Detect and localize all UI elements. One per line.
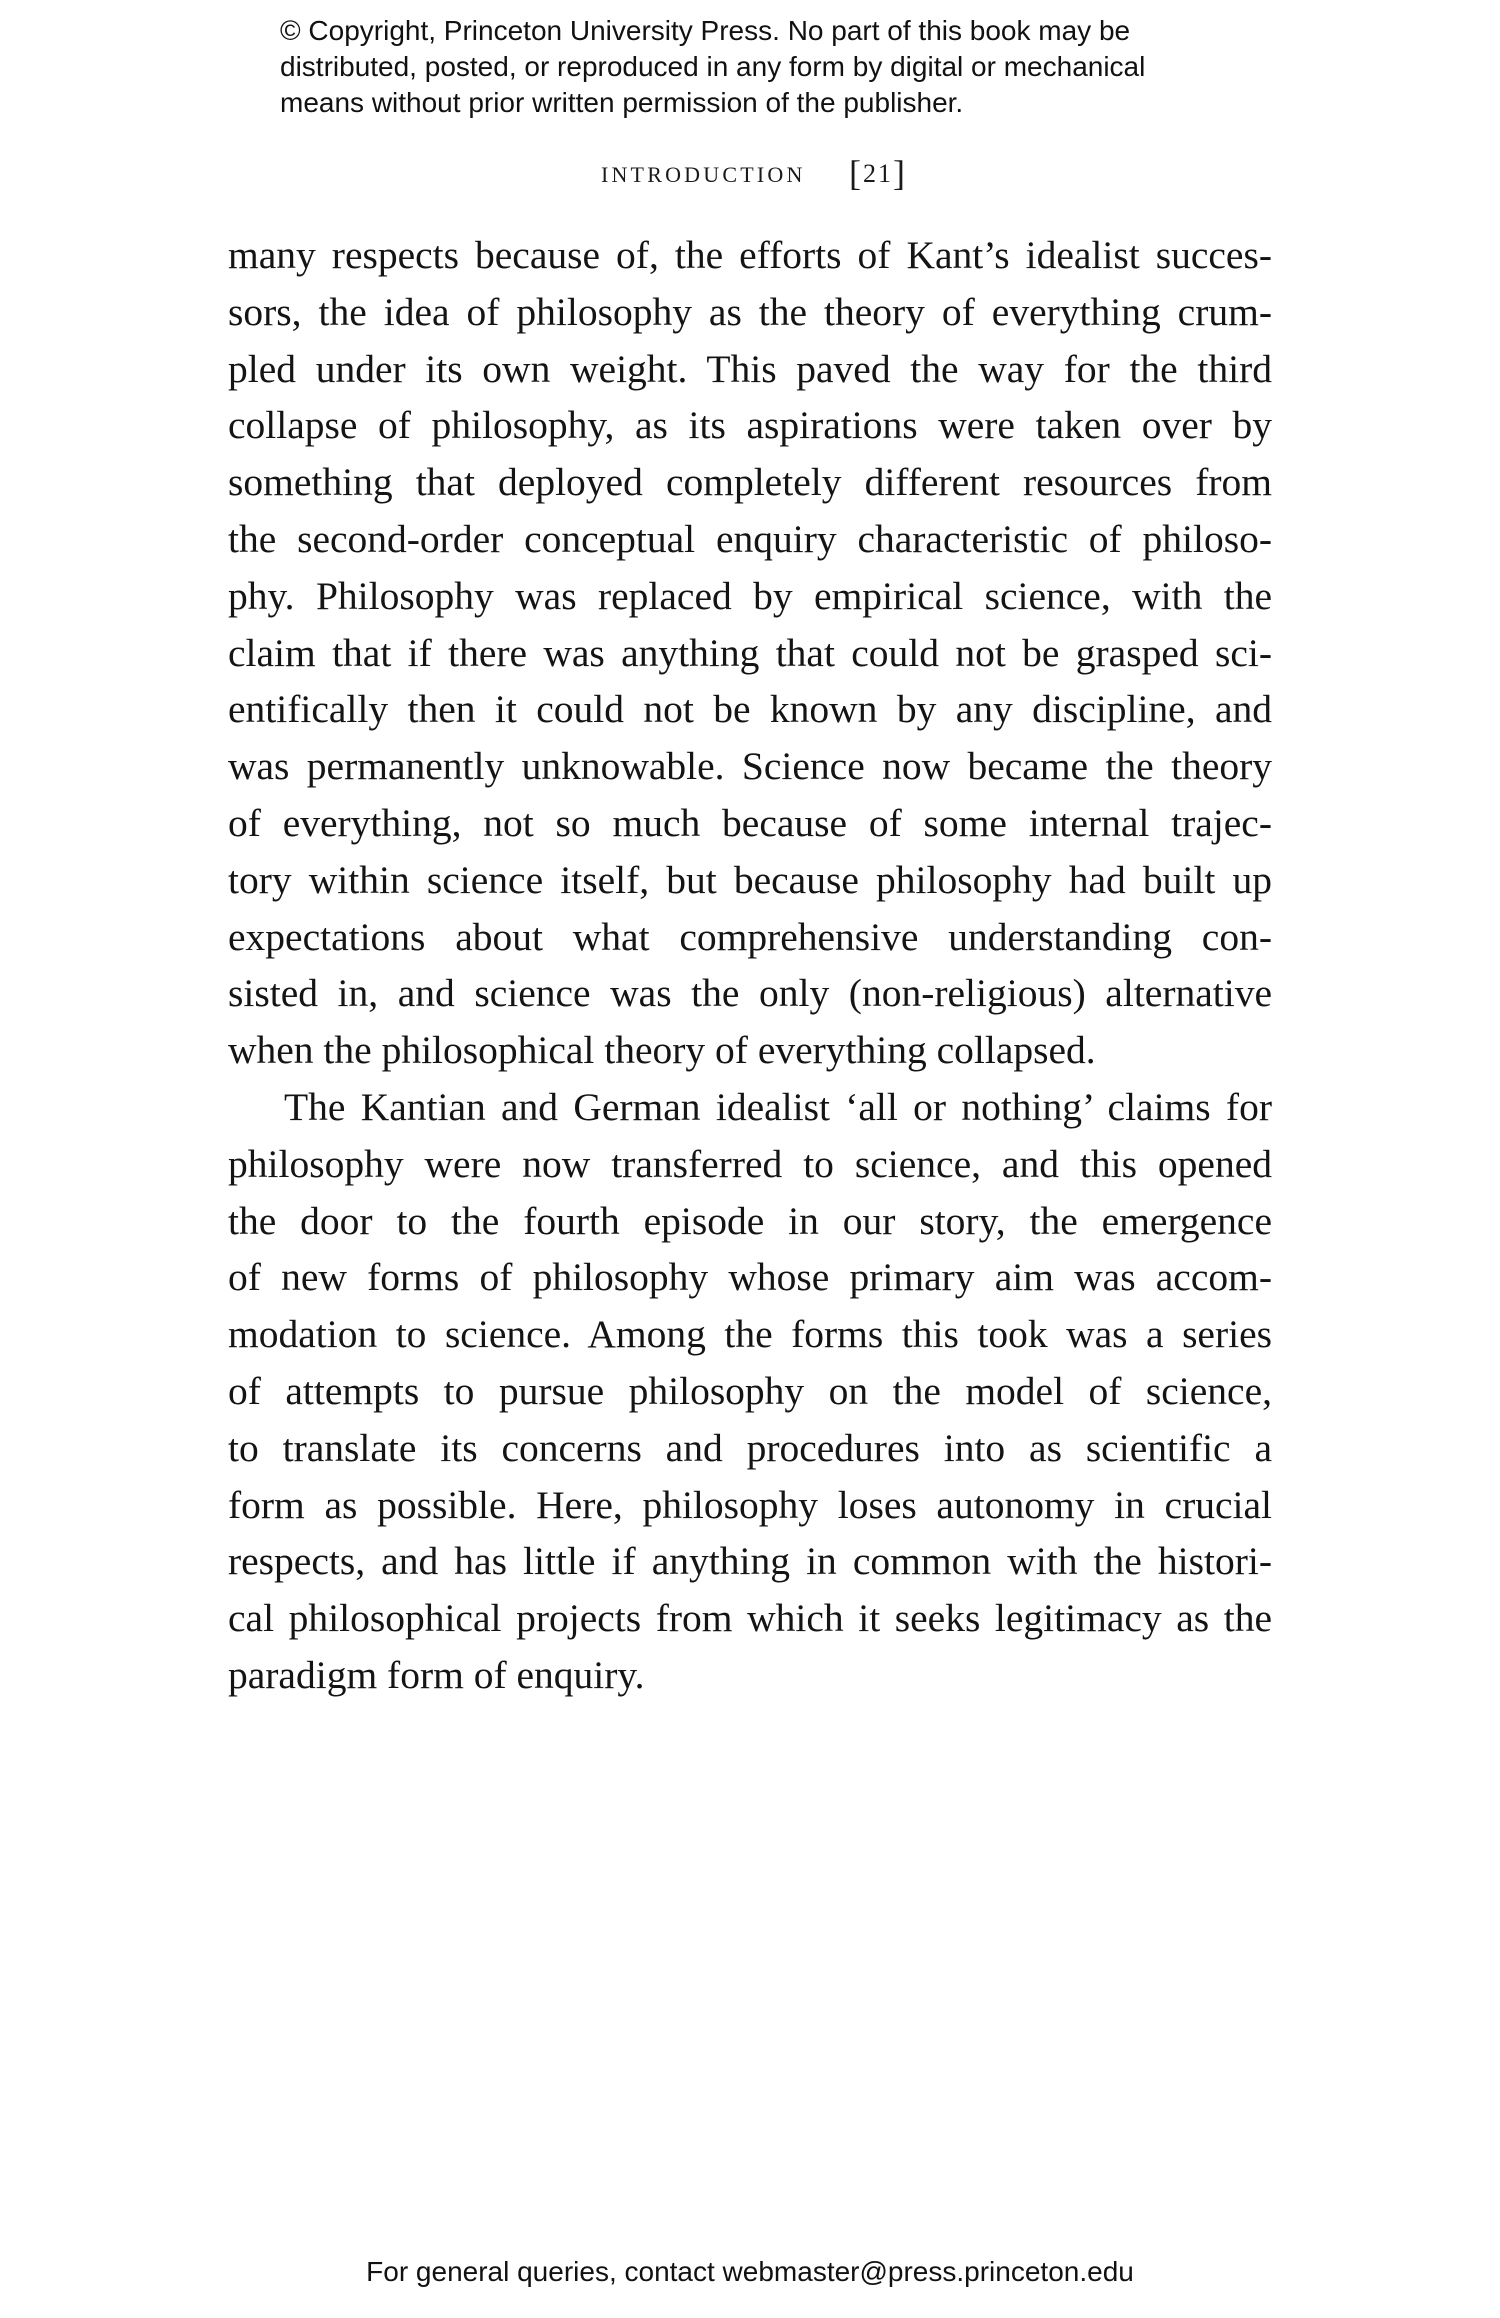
page-number — [849, 153, 908, 193]
text-line: modation to science. Among the forms this took was a series — [228, 1312, 1272, 1357]
text-line: philosophy were now transferred to science, and this opened — [228, 1141, 1272, 1186]
text-line: entifically then it could not be known by any discipline, and — [228, 687, 1272, 732]
text-line: sisted in, and science was the only (non-religious) alternative — [228, 971, 1272, 1016]
text-line: the door to the fourth episode in our story, the emergence — [228, 1198, 1272, 1243]
body-text — [228, 227, 1272, 1704]
text-line: paradigm form of enquiry. — [228, 1652, 645, 1697]
copyright-line: means without prior written permission of the publisher. — [280, 87, 964, 118]
running-head — [0, 152, 1500, 193]
text-line: collapse of philosophy, as its aspirations were taken over by — [228, 403, 1272, 448]
paragraph-2 — [228, 1079, 1272, 1704]
paragraph-1 — [228, 227, 1272, 1079]
text-line: many respects because of, the efforts of Kant’s idealist succes- — [228, 233, 1272, 277]
text-line: form as possible. Here, philosophy loses autonomy in crucial — [228, 1482, 1272, 1527]
text-line: cal philosophical projects from which it seeks legitimacy as the — [228, 1596, 1272, 1641]
text-line: pled under its own weight. This paved the way for the third — [228, 346, 1272, 391]
bracket-open: [ — [849, 153, 864, 193]
text-line: The Kantian and German idealist ‘all or nothing’ claims for — [284, 1084, 1272, 1129]
text-line: respects, and has little if anything in common with the histori- — [228, 1539, 1272, 1584]
text-line: to translate its concerns and procedures into as scientific a — [228, 1425, 1272, 1470]
text-line: of everything, not so much because of some internal trajec- — [228, 800, 1272, 845]
text-line: sors, the idea of philosophy as the theory of everything crum- — [228, 289, 1272, 334]
text-line: something that deployed completely different resources from — [228, 460, 1272, 505]
text-line: when the philosophical theory of everything collapsed. — [228, 1028, 1096, 1073]
text-line: the second-order conceptual enquiry characteristic of philoso- — [228, 516, 1272, 561]
text-line: tory within science itself, but because philosophy had built up — [228, 857, 1272, 902]
text-line: expectations about what comprehensive understanding con- — [228, 914, 1272, 959]
page-number-value: 21 — [863, 159, 894, 188]
copyright-line: distributed, posted, or reproduced in any form by digital or mechanical — [280, 51, 1146, 82]
text-line: of new forms of philosophy whose primary aim was accom- — [228, 1255, 1272, 1300]
bracket-close: ] — [893, 153, 908, 193]
text-line: was permanently unknowable. Science now became the theory — [228, 744, 1272, 789]
text-line: of attempts to pursue philosophy on the model of science, — [228, 1368, 1272, 1413]
footer-contact: For general queries, contact webmaster@press.princeton.edu — [366, 2256, 1134, 2287]
copyright-line: © Copyright, Princeton University Press. No part of this book may be — [280, 15, 1131, 46]
section-title: INTRODUCTION — [600, 162, 806, 187]
copyright-notice — [280, 13, 1280, 121]
text-line: phy. Philosophy was replaced by empirical science, with the — [228, 573, 1272, 618]
text-line: claim that if there was anything that could not be grasped sci- — [228, 630, 1272, 675]
